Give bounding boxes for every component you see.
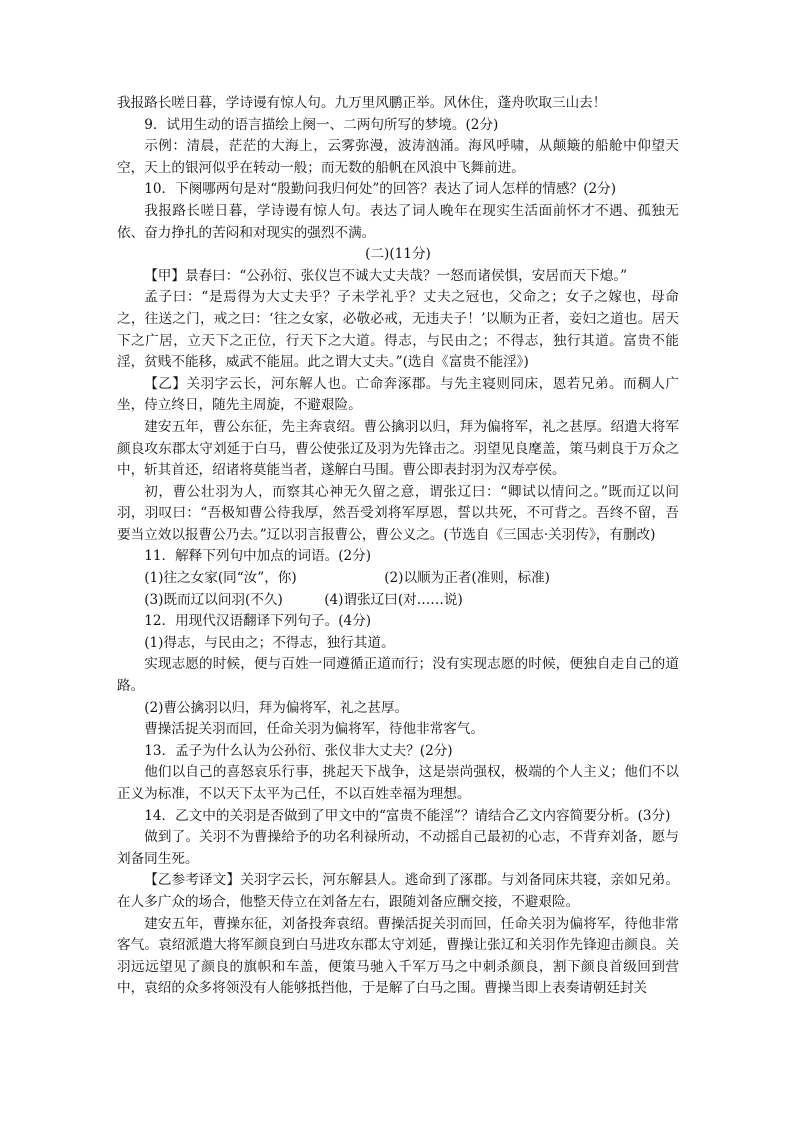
question-9: 9．试用生动的语言描绘上阕一、二两句所写的梦境。(2分): [144, 116, 499, 133]
answer-12-2: 曹操活捉关羽而回，任命关羽为偏将军，待他非常客气。: [144, 721, 485, 738]
text-line: 我报路长嗟日暮，学诗谩有惊人句。九万里风鹏正举。风休住，蓬舟吹取三山去！: [117, 95, 607, 111]
translation-para-1: 【乙参考译文】关羽字云长，河东解县人。逃命到了涿郡。与刘备同床共寝，亲如兄弟。在人多广众的场合，他整天侍立在刘备左右，跟随刘备应酬交接，不避艰险。: [117, 872, 679, 910]
answer-14: 做到了。关羽不为曹操给予的功名利禄所动，不动摇自己最初的心志，不背弃刘备，愿与刘备同生死。: [117, 829, 679, 867]
passage-yi-1: 【乙】关羽字云长，河东解人也。亡命奔涿郡。与先主寝则同床，恩若兄弟。而稠人广坐，侍立终日，随先主周旋，不避艰险。: [117, 375, 679, 414]
answer-11-item-4: (4)谓张辽曰(对……说): [324, 591, 463, 608]
question-12-sentence-2: (2)曹公擒羽以归，拜为偏将军，礼之甚厚。: [144, 699, 409, 716]
answer-11-item-3: (3)既而辽以问羽(不久): [144, 591, 283, 608]
question-12: 12．用现代汉语翻译下列句子。(4分): [144, 613, 372, 630]
question-13: 13．孟子为什么认为公孙衍、张仪非大丈夫？(2分): [144, 742, 453, 759]
section-heading: (二)(11分): [365, 246, 431, 263]
answer-12-1: 实现志愿的时候，便与百姓一同遵循正道而行；没有实现志愿的时候，便独自走自己的道路。: [117, 656, 679, 695]
text-block-upper: [117, 93, 679, 568]
answer-13: 他们以自己的喜怒哀乐行事，挑起天下战争，这是崇尚强权，极端的个人主义；他们不以正义为标准，不以天下太平为己任，不以百姓幸福为理想。: [117, 764, 679, 802]
question-11: 11．解释下列句中加点的词语。(2分): [144, 548, 372, 565]
answer-10: 我报路长嗟日暮，学诗谩有惊人句。表达了词人晚年在现实生活面前怀才不遇、孤独无依、奋力挣扎的苦闷和对现实的强烈不满。: [117, 202, 679, 241]
question-10: 10．下阕哪两句是对“殷勤问我归何处”的回答？表达了词人怎样的情感？(2分): [144, 181, 617, 198]
passage-jia-2: 孟子曰：“是焉得为大丈夫乎？子未学礼乎？丈夫之冠也，父命之；女子之嫁也，母命之，往送之门，戒之曰：‘往之女家，必敬必戒，无违夫子！’以顺为正者，妾妇之道也。居天下之广居，立天下之正位，行天下之大道。得志，与民由之；不得志，独行其道。富贵不能淫，贫贱不能移，威武不能屈。此之谓大丈夫。”(选自《富贵不能淫》): [117, 289, 679, 371]
answer-11-row-2: [117, 590, 679, 612]
question-12-sentence-1: (1)得志，与民由之；不得志，独行其道。: [144, 634, 395, 651]
question-14: 14．乙文中的关羽是否做到了甲文中的“富贵不能淫”？请结合乙文内容简要分析。(3分): [144, 807, 671, 824]
answer-11-item-1: (1)往之女家(同“汝”，你): [144, 570, 297, 587]
passage-jia-1: 【甲】景春曰：“公孙衍、张仪岂不诚大丈夫哉？一怒而诸侯惧，安居而天下熄。”: [144, 267, 628, 284]
answer-11-row-1: [117, 568, 679, 590]
document-page: [117, 93, 679, 1000]
translation-para-2: 建安五年，曹操东征，刘备投奔袁绍。曹操活捉关羽而回，任命关羽为偏将军，待他非常客气。袁绍派遣大将军颜良到白马进攻东郡太守刘延，曹操让张辽和关羽作先锋迎击颜良。关羽远远望见了颜良的旗帜和车盖，便策马驰入千军万马之中刺杀颜良，割下颜良首级回到营中，袁绍的众多将领没有人能够抵挡他，于是解了白马之围。曹操当即上表奏请朝廷封关: [117, 915, 679, 997]
text-block-lower: [117, 611, 679, 1000]
answer-11-item-2: (2)以顺为正者(准则，标准): [384, 570, 550, 587]
passage-yi-2: 建安五年，曹公东征，先主奔袁绍。曹公擒羽以归，拜为偏将军，礼之甚厚。绍遣大将军颜良攻东郡太守刘延于白马，曹公使张辽及羽为先锋击之。羽望见良麾盖，策马刺良于万众之中，斩其首还，绍诸将莫能当者，遂解白马围。曹公即表封羽为汉寿亭侯。: [117, 418, 679, 479]
passage-yi-3: 初，曹公壮羽为人，而察其心神无久留之意，谓张辽曰：“卿试以情问之。”既而辽以问羽，羽叹曰：“吾极知曹公待我厚，然吾受刘将军厚恩，誓以共死，不可背之。吾终不留，吾要当立效以报曹公乃去。”辽以羽言报曹公，曹公义之。(节选自《三国志·关羽传》，有删改): [117, 483, 679, 543]
answer-9: 示例：清晨，茫茫的大海上，云雾弥漫，波涛汹涌。海风呼啸，从颠簸的船舱中仰望天空，天上的银河似乎在转动一般；而无数的船帆在风浪中飞舞前进。: [117, 138, 679, 176]
